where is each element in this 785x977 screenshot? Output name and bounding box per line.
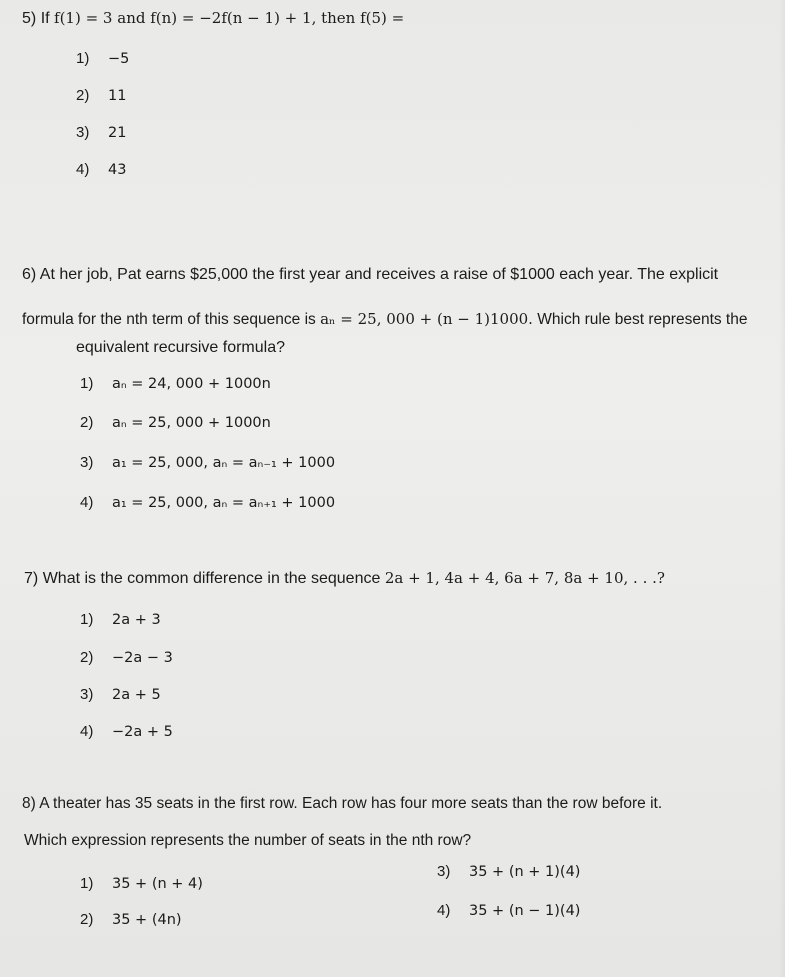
question-6-option-3 (80, 453, 335, 473)
option-number: 4) (437, 902, 451, 919)
question-7 (24, 568, 665, 589)
question-6-option-2 (80, 413, 271, 433)
question-7-text: What is the common difference in the sequence (42, 570, 381, 587)
question-5-prefix: If (40, 10, 50, 27)
question-8-number: 8) (22, 795, 36, 812)
question-6-option-4 (80, 493, 335, 513)
option-text: −5 (108, 51, 130, 67)
question-7-option-1 (80, 610, 161, 630)
option-text: 21 (108, 125, 127, 141)
option-number: 4) (76, 161, 90, 178)
question-5-option-2 (76, 86, 126, 106)
option-text: −2a + 5 (112, 724, 173, 740)
question-8-option-1 (80, 874, 203, 894)
option-number: 3) (80, 454, 94, 471)
question-5-option-1 (76, 49, 129, 69)
option-number: 3) (437, 863, 451, 880)
question-6-line-1: At her job, Pat earns $25,000 the first year and receives a raise of $1000 each year. The explicit (39, 266, 719, 283)
question-8-option-4 (437, 901, 580, 921)
option-number: 1) (80, 875, 94, 892)
question-7-option-4 (80, 722, 173, 742)
option-text: 35 + (n + 4) (112, 876, 203, 892)
option-number: 4) (80, 494, 94, 511)
question-5-number: 5) (22, 10, 37, 27)
question-6-explicit-formula: aₙ = 25, 000 + (n − 1)1000. (320, 310, 533, 328)
option-text: aₙ = 24, 000 + 1000n (112, 376, 271, 392)
option-number: 1) (80, 375, 94, 392)
option-text: 43 (108, 162, 127, 178)
question-7-option-3 (80, 685, 161, 705)
question-6-option-1 (80, 374, 271, 394)
option-text: a₁ = 25, 000, aₙ = aₙ₊₁ + 1000 (112, 495, 336, 511)
option-text: aₙ = 25, 000 + 1000n (112, 415, 271, 431)
question-6-line-2-tail: Which rule best represents the (537, 311, 748, 328)
question-5 (22, 8, 404, 29)
question-6 (22, 265, 718, 285)
option-text: 2a + 3 (112, 612, 161, 628)
option-text: 35 + (4n) (112, 912, 182, 928)
question-7-sequence: 2a + 1, 4a + 4, 6a + 7, 8a + 10, . . .? (384, 569, 665, 587)
option-text: −2a − 3 (112, 650, 173, 666)
option-number: 3) (76, 124, 90, 141)
question-5-expression: f(1) = 3 and f(n) = −2f(n − 1) + 1, then f(5) = (54, 9, 405, 27)
question-6-line-2-text: formula for the nth term of this sequence is (22, 311, 316, 328)
question-8 (22, 794, 662, 814)
question-7-number: 7) (24, 570, 39, 587)
question-8-option-2 (80, 910, 182, 930)
question-8-line-2: Which expression represents the number of seats in the nth row? (24, 832, 472, 849)
option-number: 3) (80, 686, 94, 703)
option-text: 11 (108, 88, 127, 104)
question-8-line-1: A theater has 35 seats in the first row. Each row has four more seats than the row before it. (39, 795, 663, 812)
option-number: 2) (80, 911, 94, 928)
question-7-option-2 (80, 648, 173, 668)
question-6-line-3: equivalent recursive formula? (76, 339, 285, 356)
option-text: 2a + 5 (112, 687, 161, 703)
option-number: 2) (80, 649, 94, 666)
option-number: 2) (76, 87, 90, 104)
question-8-option-3 (437, 862, 580, 882)
question-6-number: 6) (22, 266, 37, 283)
option-number: 4) (80, 723, 94, 740)
option-text: 35 + (n − 1)(4) (469, 903, 581, 919)
option-text: a₁ = 25, 000, aₙ = aₙ₋₁ + 1000 (112, 455, 336, 471)
question-6-line-2 (22, 309, 747, 330)
question-5-option-4 (76, 160, 126, 180)
option-number: 1) (76, 50, 90, 67)
option-number: 1) (80, 611, 94, 628)
question-5-option-3 (76, 123, 126, 143)
option-number: 2) (80, 414, 94, 431)
page-edge-shadow (779, 0, 785, 977)
option-text: 35 + (n + 1)(4) (469, 864, 581, 880)
